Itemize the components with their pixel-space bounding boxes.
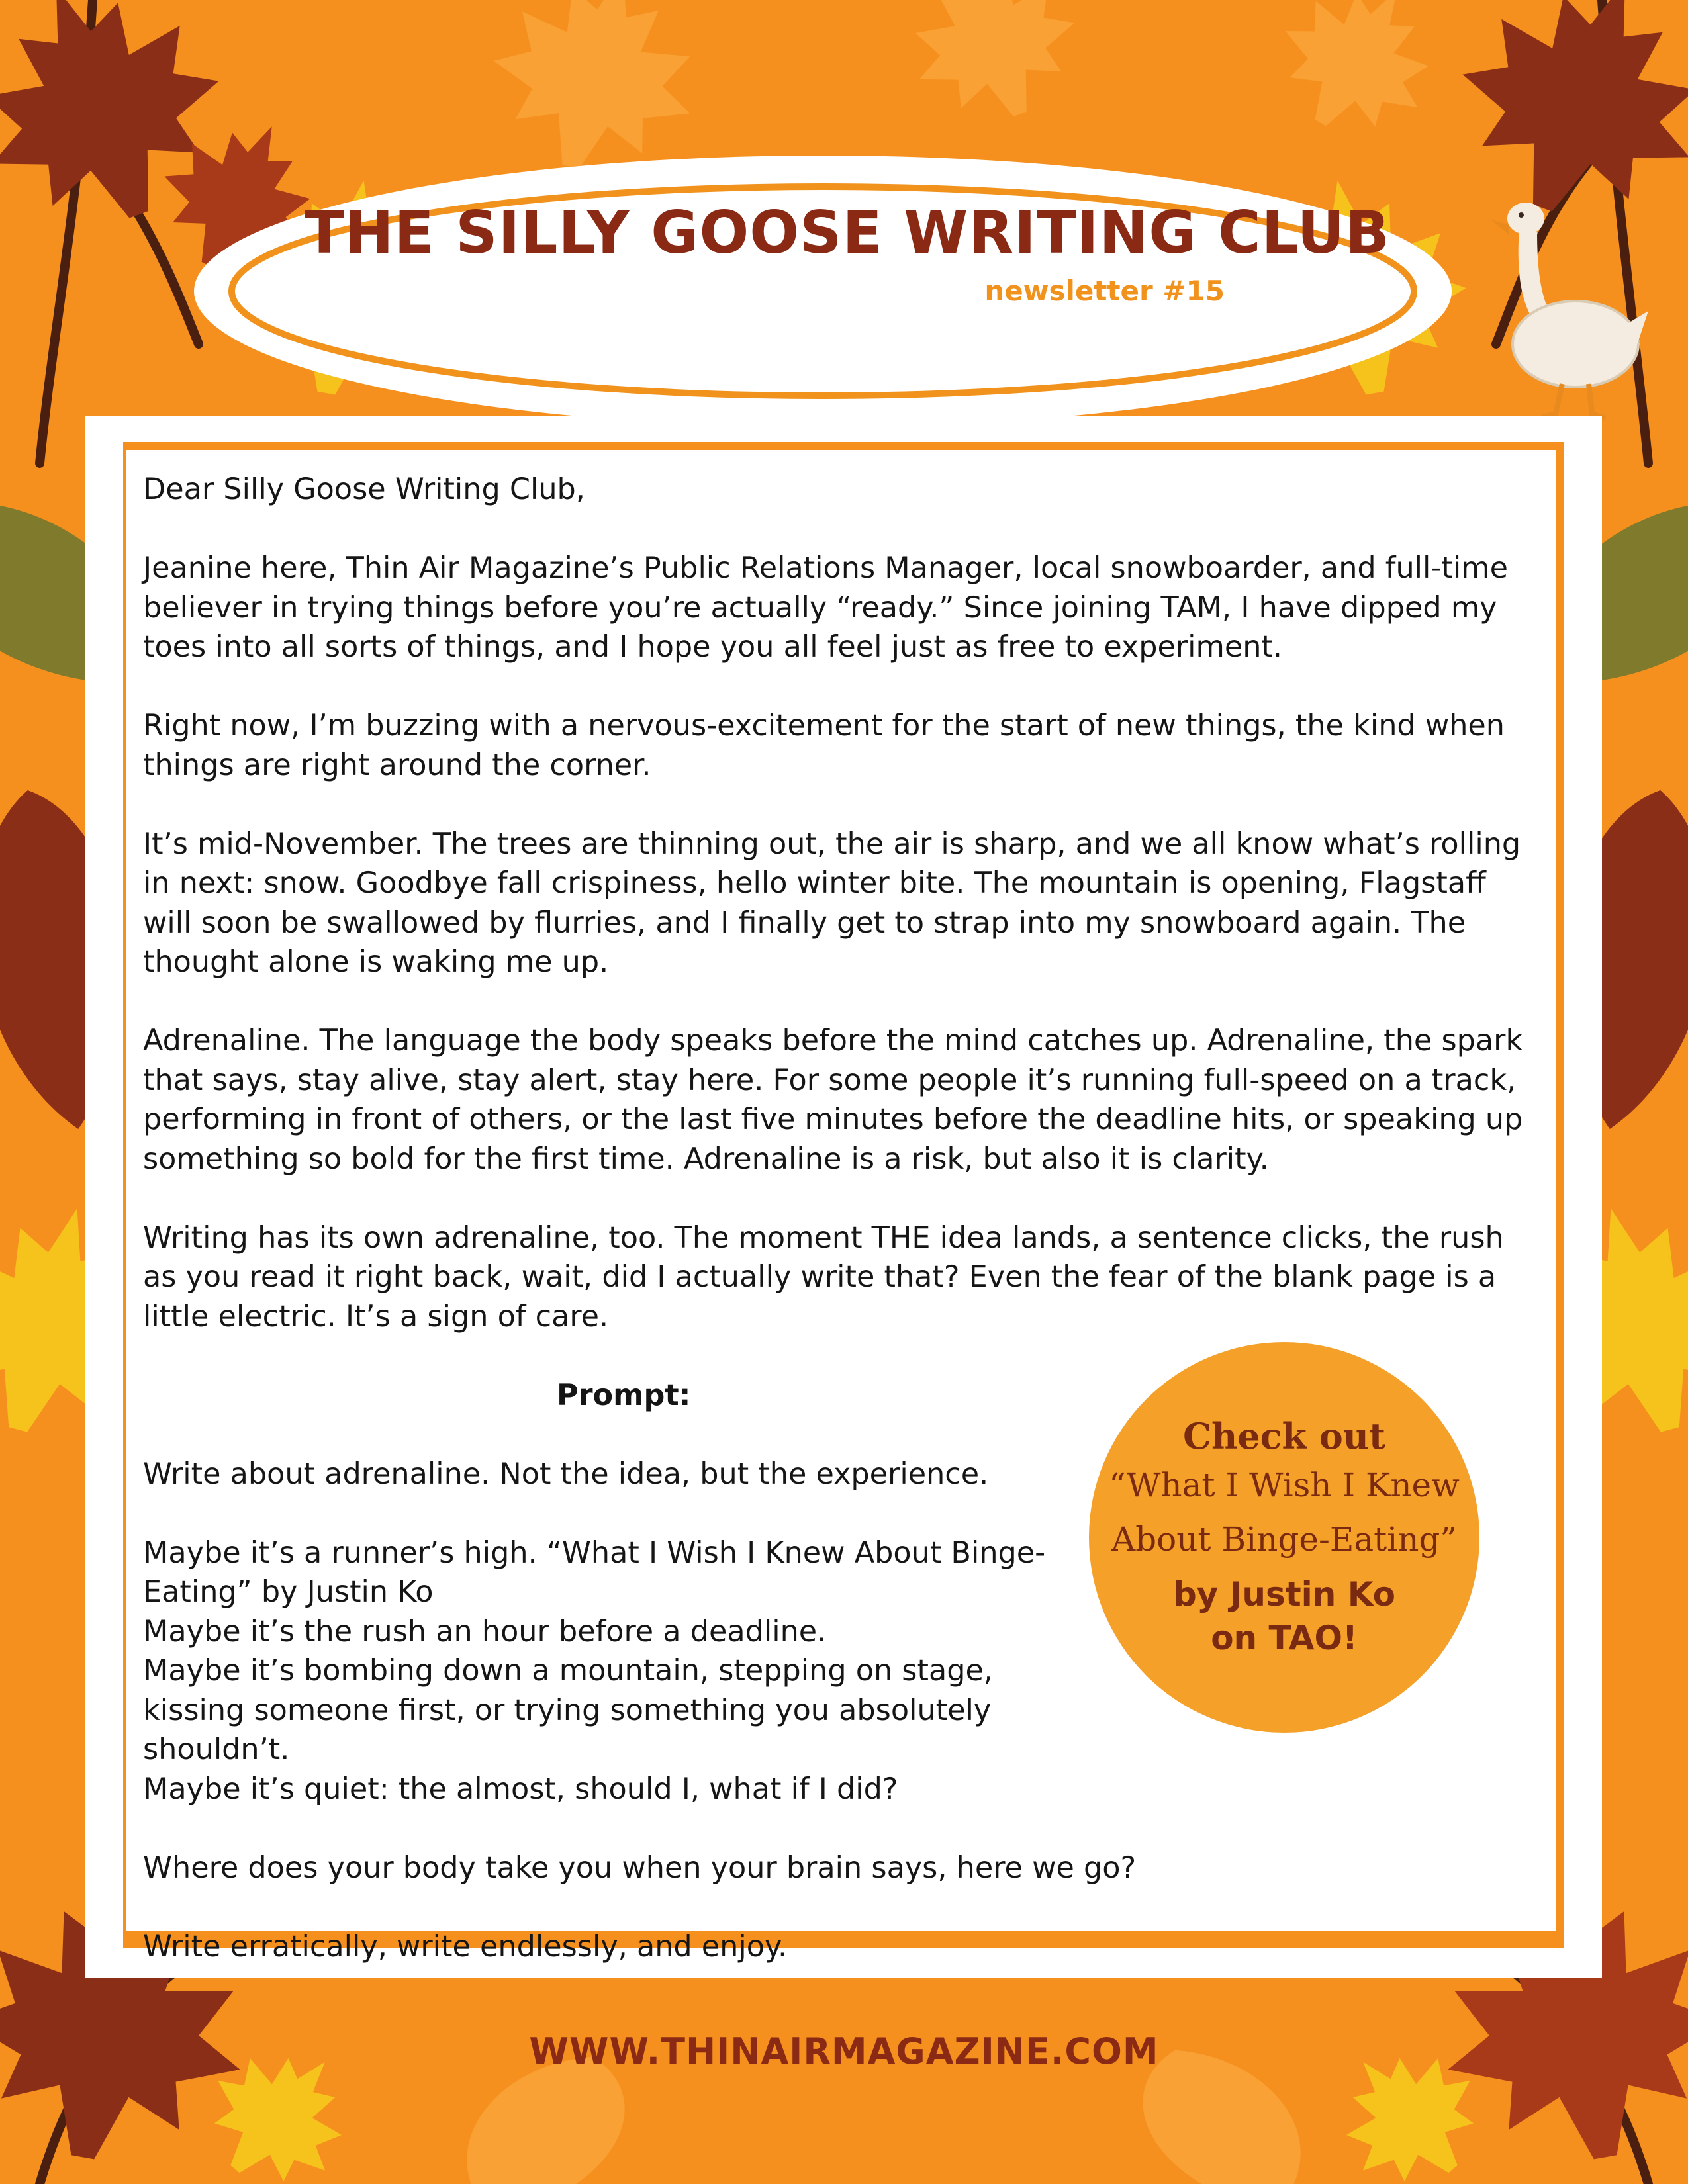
badge-author: by Justin Ko (1172, 1575, 1395, 1614)
letter-text (143, 470, 1540, 2006)
prompt-maybe-deadline: Maybe it’s the rush an hour before a deadline. (143, 1614, 827, 1649)
paragraph-intro: Jeanine here, Thin Air Magazine’s Public Relations Manager, local snowboarder, and full-time believer in trying things before you’re actually “ready.” Since joining TAM, I have dipped my toes into all sorts of things, and I hope you all feel just as free to experiment. (143, 551, 1508, 664)
salutation: Dear Silly Goose Writing Club, (143, 473, 585, 506)
newsletter-title: THE SILLY GOOSE WRITING CLUB (304, 199, 1391, 267)
prompt-maybe-runner: Maybe it’s a runner’s high. “What I Wish I Knew About Binge-Eating” by Justin Ko (143, 1535, 1046, 1609)
prompt-closing: Write erratically, write endlessly, and enjoy. (143, 1929, 788, 1964)
badge-byline (1089, 1572, 1479, 1660)
prompt-question: Where does your body take you when your brain says, here we go? (143, 1850, 1137, 1885)
prompt-heading: Prompt: (557, 1378, 691, 1412)
paragraph-november: It’s mid-November. The trees are thinning out, the air is sharp, and we all know what’s rolling in next: snow. Goodbye fall crispiness, hello winter bite. The mountain is opening, Flagstaff will soon be swallowed by flurries, and I finally get to strap into my snowboard again. The thought alone is waking me up. (143, 827, 1521, 979)
masthead (218, 152, 1476, 430)
badge-check-out: Check out (1183, 1415, 1385, 1457)
paragraph-writing: Writing has its own adrenaline, too. The moment THE idea lands, a sentence clicks, the rush as you read it right back, wait, did I actually write that? Even the fear of the blank page is a little electric. It’s a sign of care. (143, 1220, 1504, 1334)
prompt-maybe-mountain: Maybe it’s bombing down a mountain, stepping on stage, kissing someone first, or trying something you absolutely shouldn’t. (143, 1654, 993, 1766)
paragraph-buzzing: Right now, I’m buzzing with a nervous-excitement for the start of new things, the kind when things are right around the corner. (143, 709, 1505, 782)
paragraph-adrenaline: Adrenaline. The language the body speaks before the mind catches up. Adrenaline, the spark that says, stay alive, stay alert, stay here. For some people it’s running full-speed on a track, performing in front of others, or the last five minutes before the deadline hits, or speaking up something so bold for the first time. Adrenaline is a risk, but also it is clarity. (143, 1024, 1523, 1176)
badge-source: on TAO! (1211, 1619, 1358, 1657)
badge-article-title: “What I Wish I Knew About Binge-Eating” (1109, 1466, 1460, 1559)
prompt-intro: Write about adrenaline. Not the idea, but the experience. (143, 1457, 989, 1491)
prompt-maybe-quiet: Maybe it’s quiet: the almost, should I, what if I did? (143, 1772, 898, 1806)
website-link[interactable]: WWW.THINAIRMAGAZINE.COM (529, 2030, 1159, 2072)
issue-number: newsletter #15 (984, 275, 1225, 307)
featured-article-badge[interactable] (1089, 1342, 1479, 1733)
